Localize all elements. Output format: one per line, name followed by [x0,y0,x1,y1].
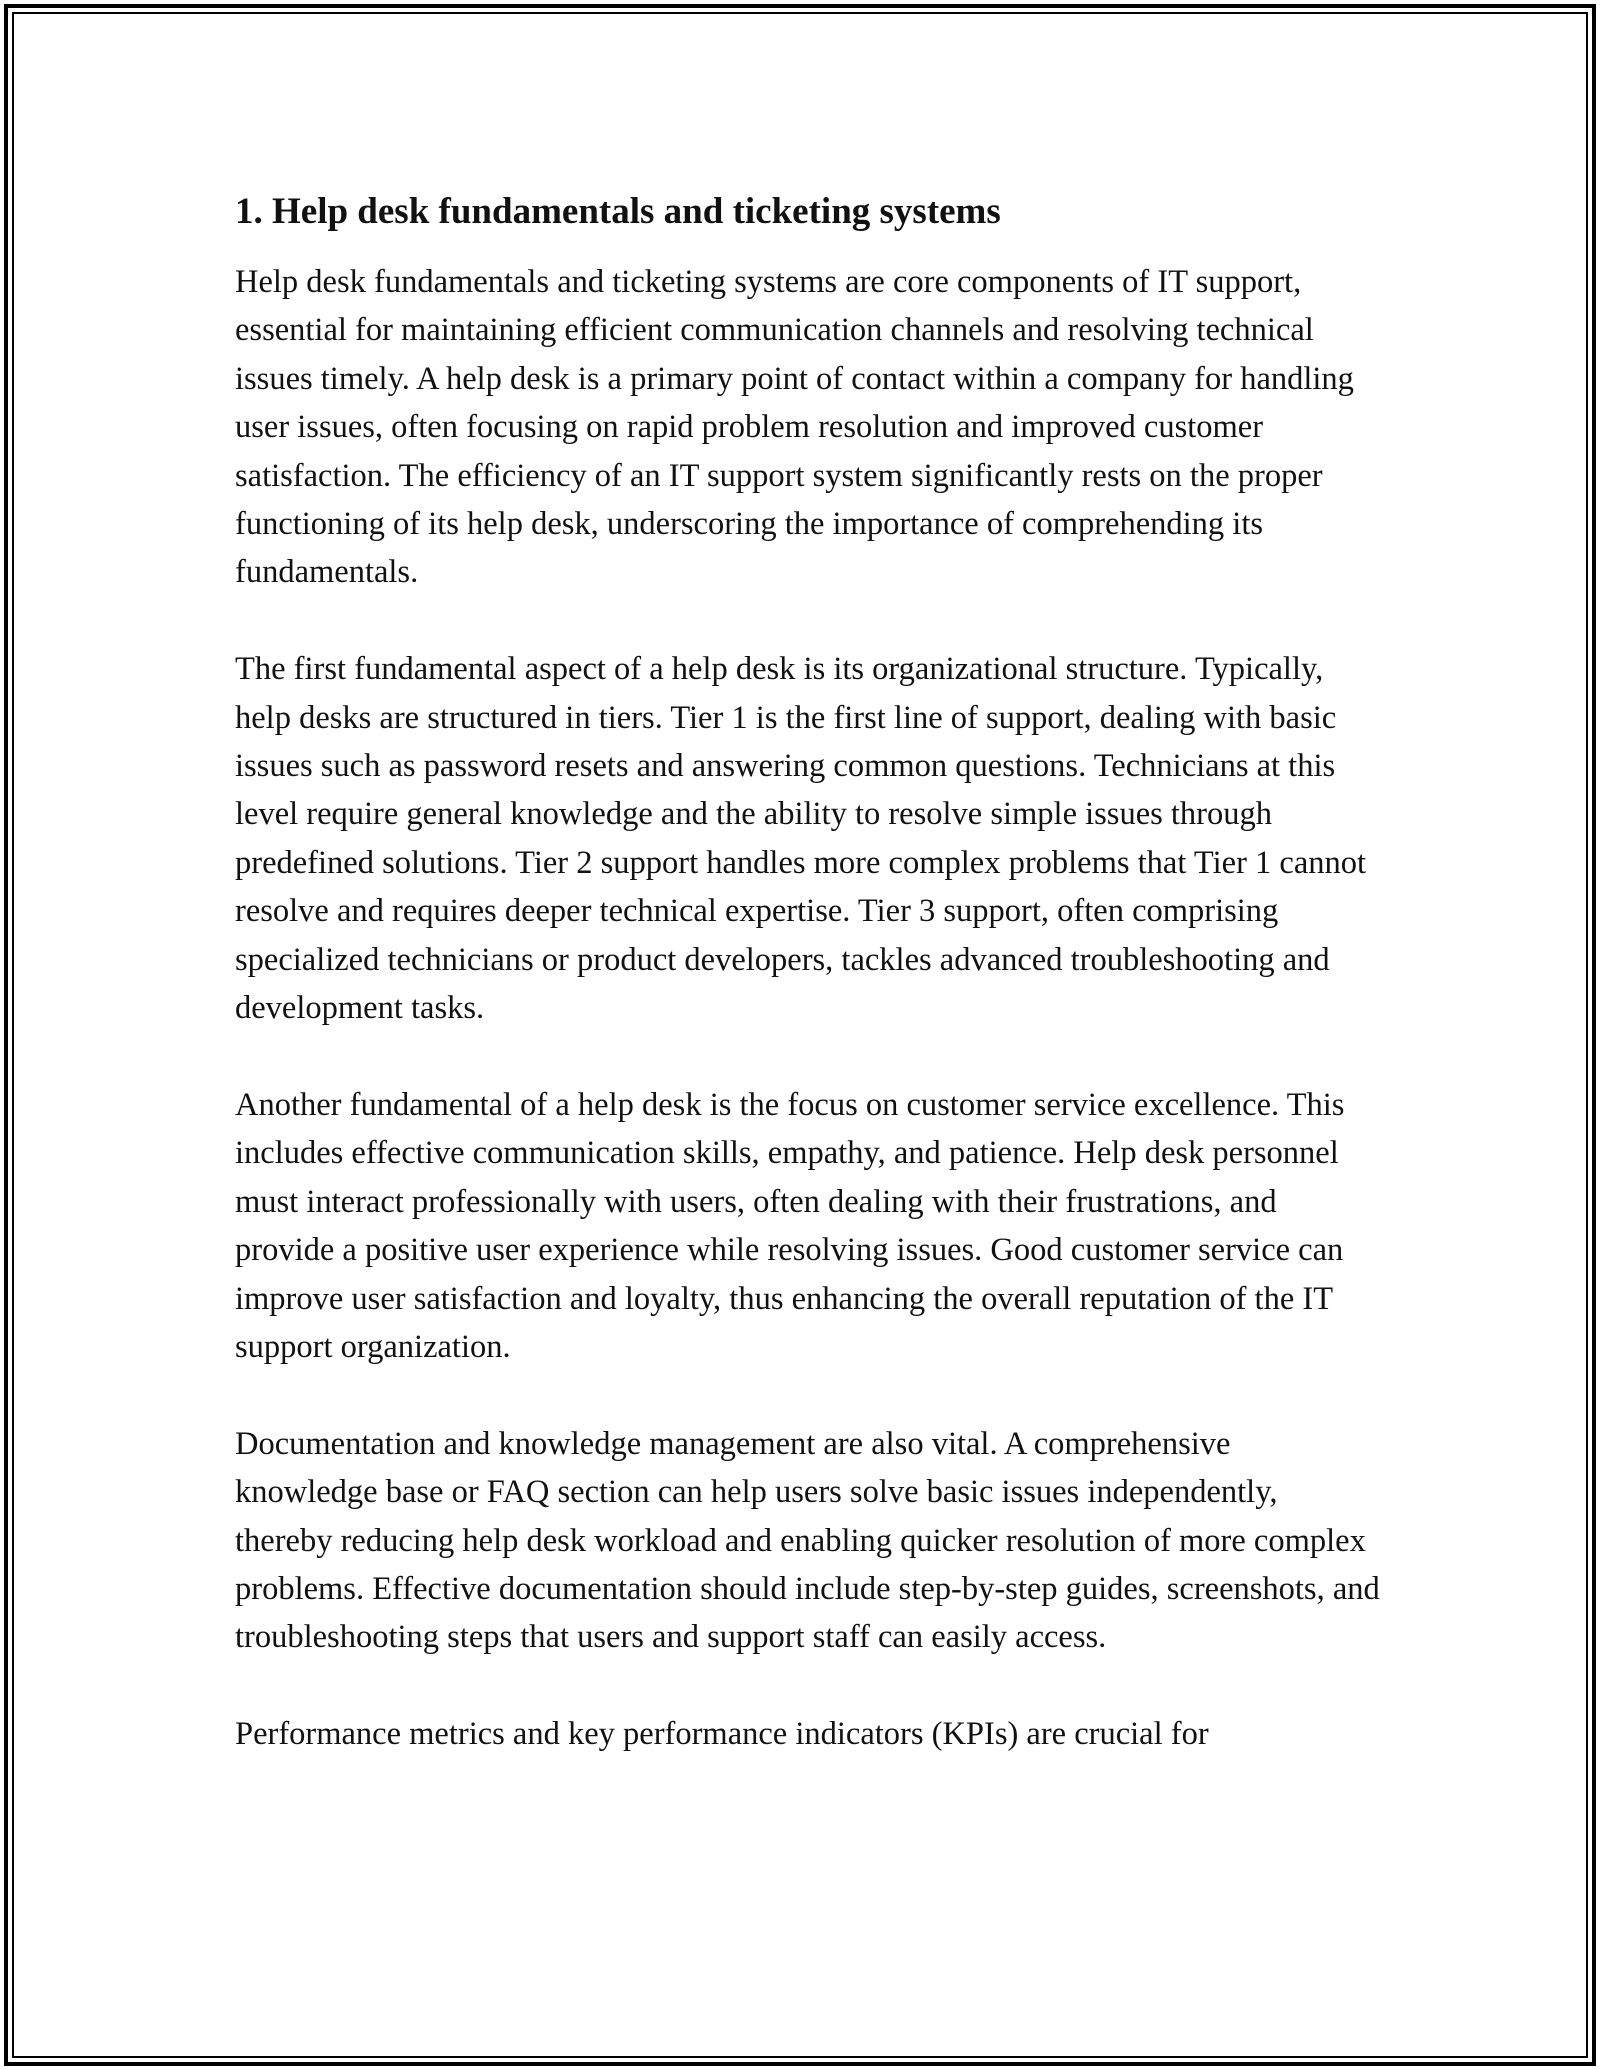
paragraph-customer-service: Another fundamental of a help desk is the focus on customer service excellence. This includes effective communication skills, empathy, and patience. Help desk personnel must interact professionally with users, often dealing with their frustrations, and provide a positive user experience while resolving issues. Good customer service can improve user satisfaction and loyalty, thus enhancing the overall reputation of the IT support organization. [235,1086,1345,1365]
section-heading: 1. Help desk fundamentals and ticketing systems [235,191,1001,232]
paragraph-documentation: Documentation and knowledge management are also vital. A comprehensive knowledge base or FAQ section can help users solve basic issues independently, thereby reducing help desk workload and enabling quicker resolution of more complex problems. Effective documentation should include step-by-step guides, screenshots, and troubleshooting steps that users and support staff can easily access. [235,1425,1380,1656]
paragraph-organizational-structure: The first fundamental aspect of a help desk is its organizational structure. Typically, help desks are structured in tiers. Tier 1 is the first line of support, dealing with basic issues such as password resets and answering common questions. Technicians at this level require general knowledge and the ability to resolve simple issues through predefined solutions. Tier 2 support handles more complex problems that Tier 1 cannot resolve and requires deeper technical expertise. Tier 3 support, often comprising specialized technicians or product developers, tackles advanced troubleshooting and development tasks. [235,651,1367,1027]
document-body [235,188,1380,1807]
paragraph-performance-metrics: Performance metrics and key performance indicators (KPIs) are crucial for [235,1716,1209,1753]
paragraph-intro: Help desk fundamentals and ticketing systems are core components of IT support, essential for maintaining efficient communication channels and resolving technical issues timely. A help desk is a primary point of contact within a company for handling user issues, often focusing on rapid problem resolution and improved customer satisfaction. The efficiency of an IT support system significantly rests on the proper functioning of its help desk, underscoring the importance of comprehending its fundamentals. [235,264,1354,591]
